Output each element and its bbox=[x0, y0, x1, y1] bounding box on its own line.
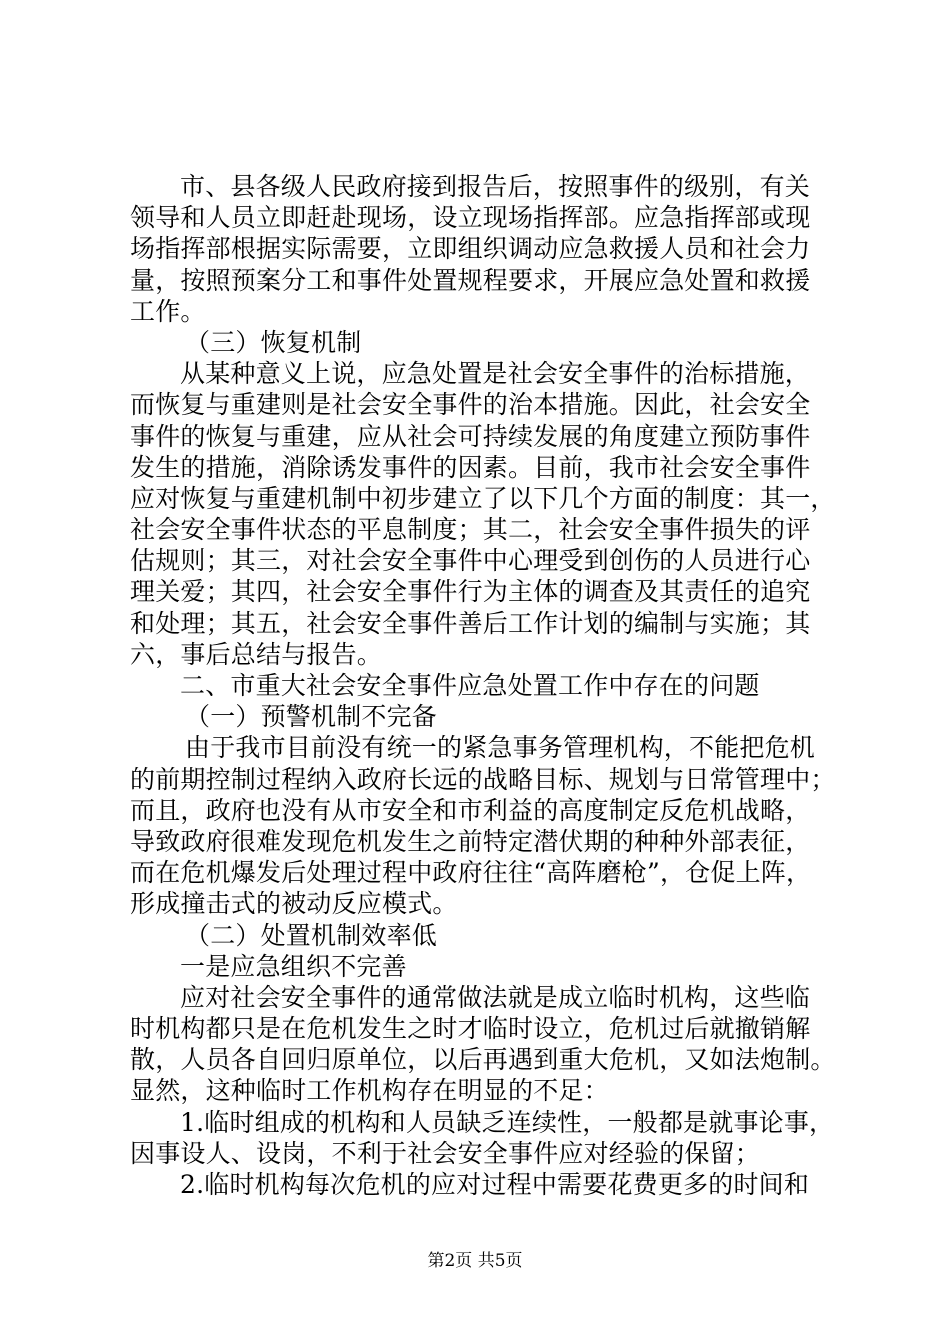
subsection-heading: （一）预警机制不完备 bbox=[185, 702, 438, 732]
paragraph-line: 形成撞击式的被动反应模式。 bbox=[130, 889, 458, 919]
paragraph-line: 由于我市目前没有统一的紧急事务管理机构，不能把危机 bbox=[185, 733, 816, 763]
paragraph-line: 量，按照预案分工和事件处置规程要求，开展应急处置和救援 bbox=[130, 265, 811, 295]
paragraph-line: 而在危机爆发后处理过程中政府往往“高阵磨枪”，仓促上阵， bbox=[130, 858, 812, 888]
document-body bbox=[130, 171, 836, 1200]
paragraph-line: 而恢复与重建则是社会安全事件的治本措施。因此，社会安全 bbox=[130, 390, 811, 420]
paragraph-line: 显然，这种临时工作机构存在明显的不足： bbox=[130, 1076, 609, 1106]
paragraph-line: 估规则；其三，对社会安全事件中心理受到创伤的人员进行心 bbox=[130, 546, 811, 576]
subsection-heading: （二）处置机制效率低 bbox=[185, 920, 438, 950]
paragraph-line: 六，事后总结与报告。 bbox=[130, 639, 383, 669]
list-item: 2.临时机构每次危机的应对过程中需要花费更多的时间和 bbox=[180, 1170, 810, 1199]
paragraph-line: 散，人员各自回归原单位，以后再遇到重大危机，又如法炮制。 bbox=[130, 1045, 836, 1075]
paragraph-line: 工作。 bbox=[130, 296, 206, 326]
paragraph-line: 市、县各级人民政府接到报告后，按照事件的级别，有关 bbox=[180, 172, 811, 201]
paragraph-line: 场指挥部根据实际需要，立即组织调动应急救援人员和社会力 bbox=[130, 234, 811, 264]
page-footer: 第2页 共5页 bbox=[427, 1251, 523, 1271]
paragraph-line: 领导和人员立即赶赴现场，设立现场指挥部。应急指挥部或现 bbox=[130, 203, 811, 233]
paragraph-line: 因事设人、设岗，不利于社会安全事件应对经验的保留； bbox=[130, 1138, 761, 1168]
subsection-heading: 一是应急组织不完善 bbox=[180, 951, 407, 981]
paragraph-line: 社会安全事件状态的平息制度；其二，社会安全事件损失的评 bbox=[130, 515, 811, 545]
paragraph-line: 和处理；其五，社会安全事件善后工作计划的编制与实施；其 bbox=[130, 608, 811, 638]
paragraph-line: 应对社会安全事件的通常做法就是成立临时机构，这些临 bbox=[180, 982, 811, 1012]
paragraph-line: 应对恢复与重建机制中初步建立了以下几个方面的制度：其一， bbox=[130, 483, 836, 513]
list-item: 1.临时组成的机构和人员缺乏连续性，一般都是就事论事， bbox=[180, 1107, 835, 1137]
paragraph-line: 从某种意义上说，应急处置是社会安全事件的治标措施， bbox=[180, 359, 811, 389]
paragraph-line: 时机构都只是在危机发生之时才临时设立，危机过后就撤销解 bbox=[130, 1014, 811, 1044]
paragraph-line: 导致政府很难发现危机发生之前特定潜伏期的种种外部表征， bbox=[130, 826, 811, 856]
section-heading: 二、市重大社会安全事件应急处置工作中存在的问题 bbox=[180, 671, 760, 700]
paragraph-line: 而且，政府也没有从市安全和市利益的高度制定反危机战略， bbox=[130, 795, 811, 825]
paragraph-line: 理关爱；其四，社会安全事件行为主体的调查及其责任的追究 bbox=[130, 577, 811, 607]
paragraph-line: 事件的恢复与重建，应从社会可持续发展的角度建立预防事件 bbox=[130, 421, 811, 451]
section-heading: （三）恢复机制 bbox=[185, 327, 362, 357]
paragraph-line: 发生的措施，消除诱发事件的因素。目前，我市社会安全事件 bbox=[130, 452, 811, 482]
paragraph-line: 的前期控制过程纳入政府长远的战略目标、规划与日常管理中； bbox=[130, 764, 836, 794]
